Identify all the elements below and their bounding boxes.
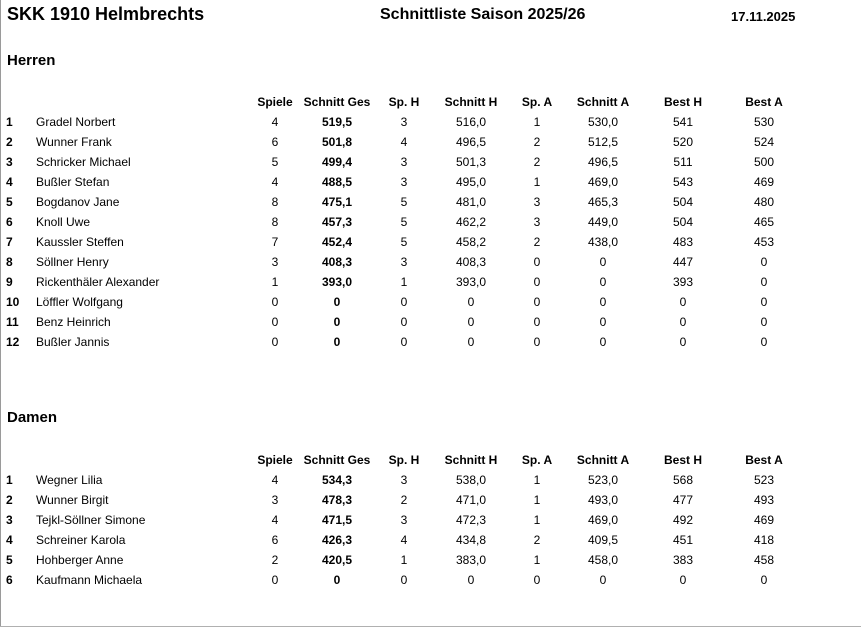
best-h-cell: 492 xyxy=(672,513,694,527)
col-header-schnitt-a: Schnitt A xyxy=(576,95,630,109)
schnitt-h-cell: 471,0 xyxy=(455,493,487,507)
player-name-cell: Rickenthäler Alexander xyxy=(36,275,160,289)
col-header-sp-h: Sp. H xyxy=(388,95,420,109)
sp-a-cell: 3 xyxy=(533,215,541,229)
table-row xyxy=(0,252,861,272)
schnitt-a-cell: 438,0 xyxy=(587,235,619,249)
player-name-cell: Bogdanov Jane xyxy=(36,195,120,209)
sp-h-cell: 5 xyxy=(400,215,408,229)
schnitt-ges-cell: 0 xyxy=(333,573,341,587)
section-title-herren: Herren xyxy=(7,52,56,69)
rank-cell: 4 xyxy=(6,533,13,547)
sp-h-cell: 5 xyxy=(400,195,408,209)
sp-a-cell: 2 xyxy=(533,155,541,169)
schnitt-a-cell: 0 xyxy=(599,573,607,587)
sp-a-cell: 0 xyxy=(533,335,541,349)
spiele-cell: 0 xyxy=(271,573,279,587)
schnitt-ges-cell: 0 xyxy=(333,315,341,329)
spiele-cell: 0 xyxy=(271,315,279,329)
sp-h-cell: 0 xyxy=(400,315,408,329)
best-h-cell: 504 xyxy=(672,215,694,229)
schnitt-h-cell: 408,3 xyxy=(455,255,487,269)
schnitt-ges-cell: 0 xyxy=(333,295,341,309)
player-name-cell: Wunner Frank xyxy=(36,135,112,149)
best-a-cell: 530 xyxy=(753,115,775,129)
schnitt-h-cell: 0 xyxy=(467,335,475,349)
schnitt-a-cell: 458,0 xyxy=(587,553,619,567)
schnitt-ges-cell: 488,5 xyxy=(321,175,353,189)
schnitt-ges-cell: 457,3 xyxy=(321,215,353,229)
best-h-cell: 483 xyxy=(672,235,694,249)
table-row xyxy=(0,292,861,312)
sp-h-cell: 1 xyxy=(400,275,408,289)
sp-h-cell: 0 xyxy=(400,573,408,587)
best-a-cell: 523 xyxy=(753,473,775,487)
schnitt-ges-cell: 426,3 xyxy=(321,533,353,547)
schnitt-ges-cell: 534,3 xyxy=(321,473,353,487)
sp-h-cell: 0 xyxy=(400,335,408,349)
table-row xyxy=(0,510,861,530)
schnitt-a-cell: 0 xyxy=(599,335,607,349)
table-row xyxy=(0,172,861,192)
spiele-cell: 7 xyxy=(271,235,279,249)
section-title-damen: Damen xyxy=(7,409,58,426)
sp-a-cell: 0 xyxy=(533,315,541,329)
schnitt-ges-cell: 475,1 xyxy=(321,195,353,209)
rank-cell: 6 xyxy=(6,215,13,229)
table-row xyxy=(0,570,861,590)
player-name-cell: Hohberger Anne xyxy=(36,553,124,567)
schnitt-h-cell: 496,5 xyxy=(455,135,487,149)
schnitt-ges-cell: 408,3 xyxy=(321,255,353,269)
rank-cell: 12 xyxy=(6,335,20,349)
sp-a-cell: 1 xyxy=(533,513,541,527)
schnitt-ges-cell: 393,0 xyxy=(321,275,353,289)
col-header-best-h: Best H xyxy=(663,95,703,109)
best-a-cell: 469 xyxy=(753,175,775,189)
rank-cell: 1 xyxy=(6,115,13,129)
best-h-cell: 393 xyxy=(672,275,694,289)
sp-a-cell: 1 xyxy=(533,175,541,189)
sp-h-cell: 3 xyxy=(400,155,408,169)
table-row xyxy=(0,332,861,352)
col-header-sp-a: Sp. A xyxy=(521,453,553,467)
rank-cell: 5 xyxy=(6,195,13,209)
col-header-schnitt-h: Schnitt H xyxy=(444,95,498,109)
schnitt-a-cell: 469,0 xyxy=(587,513,619,527)
schnitt-ges-cell: 519,5 xyxy=(321,115,353,129)
best-a-cell: 524 xyxy=(753,135,775,149)
schnitt-ges-cell: 501,8 xyxy=(321,135,353,149)
best-a-cell: 469 xyxy=(753,513,775,527)
schnitt-a-cell: 469,0 xyxy=(587,175,619,189)
spiele-cell: 4 xyxy=(271,115,279,129)
sp-a-cell: 2 xyxy=(533,135,541,149)
spiele-cell: 8 xyxy=(271,195,279,209)
rank-cell: 7 xyxy=(6,235,13,249)
sp-a-cell: 2 xyxy=(533,533,541,547)
schnitt-a-cell: 0 xyxy=(599,315,607,329)
sp-a-cell: 1 xyxy=(533,473,541,487)
table-row xyxy=(0,470,861,490)
table-row xyxy=(0,530,861,550)
player-name-cell: Bußler Stefan xyxy=(36,175,110,189)
sp-h-cell: 2 xyxy=(400,493,408,507)
schnitt-ges-cell: 478,3 xyxy=(321,493,353,507)
best-h-cell: 383 xyxy=(672,553,694,567)
sp-h-cell: 3 xyxy=(400,115,408,129)
col-header-schnitt-h: Schnitt H xyxy=(444,453,498,467)
best-h-cell: 477 xyxy=(672,493,694,507)
player-name-cell: Söllner Henry xyxy=(36,255,109,269)
player-name-cell: Löffler Wolfgang xyxy=(36,295,123,309)
col-header-schnitt-a: Schnitt A xyxy=(576,453,630,467)
player-name-cell: Benz Heinrich xyxy=(36,315,111,329)
spiele-cell: 0 xyxy=(271,335,279,349)
player-name-cell: Knoll Uwe xyxy=(36,215,91,229)
schnitt-a-cell: 449,0 xyxy=(587,215,619,229)
col-header-schnitt-ges: Schnitt Ges xyxy=(303,95,371,109)
best-a-cell: 0 xyxy=(760,315,768,329)
col-header-schnitt-ges: Schnitt Ges xyxy=(303,453,371,467)
sp-h-cell: 0 xyxy=(400,295,408,309)
best-h-cell: 0 xyxy=(679,573,687,587)
player-name-cell: Kaussler Steffen xyxy=(36,235,124,249)
sp-a-cell: 0 xyxy=(533,295,541,309)
best-a-cell: 0 xyxy=(760,295,768,309)
col-header-best-a: Best A xyxy=(745,453,783,467)
schnitt-h-cell: 516,0 xyxy=(455,115,487,129)
sp-h-cell: 4 xyxy=(400,135,408,149)
schnitt-h-cell: 383,0 xyxy=(455,553,487,567)
player-name-cell: Wegner Lilia xyxy=(36,473,103,487)
schnitt-a-cell: 0 xyxy=(599,275,607,289)
player-name-cell: Tejkl-Söllner Simone xyxy=(36,513,146,527)
table-row xyxy=(0,312,861,332)
best-h-cell: 511 xyxy=(673,155,693,169)
spiele-cell: 3 xyxy=(271,255,279,269)
schnitt-ges-cell: 0 xyxy=(333,335,341,349)
table-row xyxy=(0,212,861,232)
sp-a-cell: 3 xyxy=(533,195,541,209)
schnitt-a-cell: 512,5 xyxy=(587,135,619,149)
sp-h-cell: 3 xyxy=(400,175,408,189)
schnitt-h-cell: 0 xyxy=(467,295,475,309)
col-header-best-a: Best A xyxy=(745,95,783,109)
sp-h-cell: 3 xyxy=(400,473,408,487)
best-h-cell: 0 xyxy=(679,295,687,309)
best-a-cell: 0 xyxy=(760,335,768,349)
schnitt-h-cell: 472,3 xyxy=(455,513,487,527)
schnitt-a-cell: 530,0 xyxy=(587,115,619,129)
table-row xyxy=(0,112,861,132)
best-a-cell: 418 xyxy=(753,533,775,547)
spiele-cell: 4 xyxy=(271,513,279,527)
sp-a-cell: 0 xyxy=(533,573,541,587)
best-h-cell: 447 xyxy=(672,255,694,269)
sp-a-cell: 1 xyxy=(533,493,541,507)
rank-cell: 10 xyxy=(6,295,20,309)
schnitt-h-cell: 458,2 xyxy=(455,235,487,249)
table-row xyxy=(0,152,861,172)
best-h-cell: 541 xyxy=(672,115,694,129)
best-a-cell: 500 xyxy=(753,155,775,169)
sp-a-cell: 2 xyxy=(533,235,541,249)
spiele-cell: 4 xyxy=(271,473,279,487)
schnitt-h-cell: 495,0 xyxy=(455,175,487,189)
schnitt-h-cell: 538,0 xyxy=(455,473,487,487)
spiele-cell: 2 xyxy=(271,553,279,567)
schnitt-a-cell: 0 xyxy=(599,255,607,269)
schnitt-a-cell: 0 xyxy=(599,295,607,309)
col-header-sp-a: Sp. A xyxy=(521,95,553,109)
schnitt-a-cell: 496,5 xyxy=(587,155,619,169)
col-header-sp-h: Sp. H xyxy=(388,453,420,467)
best-h-cell: 0 xyxy=(679,335,687,349)
schnitt-h-cell: 434,8 xyxy=(455,533,487,547)
best-h-cell: 568 xyxy=(672,473,694,487)
schnitt-h-cell: 501,3 xyxy=(455,155,487,169)
best-h-cell: 543 xyxy=(672,175,694,189)
schnitt-h-cell: 393,0 xyxy=(455,275,487,289)
rank-cell: 4 xyxy=(6,175,13,189)
rank-cell: 1 xyxy=(6,473,13,487)
document-date: 17.11.2025 xyxy=(731,9,796,24)
spiele-cell: 6 xyxy=(271,135,279,149)
rank-cell: 2 xyxy=(6,135,13,149)
sp-h-cell: 5 xyxy=(400,235,408,249)
col-header-spiele: Spiele xyxy=(257,95,293,109)
table-row xyxy=(0,132,861,152)
table-row xyxy=(0,550,861,570)
rank-cell: 8 xyxy=(6,255,13,269)
table-row xyxy=(0,490,861,510)
best-a-cell: 0 xyxy=(760,255,768,269)
schnitt-ges-cell: 499,4 xyxy=(321,155,353,169)
player-name-cell: Bußler Jannis xyxy=(36,335,110,349)
sp-a-cell: 0 xyxy=(533,275,541,289)
table-header-herren xyxy=(0,92,861,112)
sp-a-cell: 0 xyxy=(533,255,541,269)
schnitt-ges-cell: 420,5 xyxy=(321,553,353,567)
sp-h-cell: 4 xyxy=(400,533,408,547)
rank-cell: 11 xyxy=(6,315,19,329)
rank-cell: 6 xyxy=(6,573,13,587)
schnitt-ges-cell: 452,4 xyxy=(321,235,353,249)
sp-a-cell: 1 xyxy=(533,553,541,567)
table-row xyxy=(0,192,861,212)
spiele-cell: 5 xyxy=(271,155,279,169)
schnitt-h-cell: 0 xyxy=(467,315,475,329)
schnitt-ges-cell: 471,5 xyxy=(321,513,353,527)
rank-cell: 5 xyxy=(6,553,13,567)
club-name: SKK 1910 Helmbrechts xyxy=(7,4,205,24)
best-a-cell: 465 xyxy=(753,215,775,229)
schnitt-a-cell: 493,0 xyxy=(587,493,619,507)
table-row xyxy=(0,232,861,252)
best-h-cell: 504 xyxy=(672,195,694,209)
document-title: Schnittliste Saison 2025/26 xyxy=(380,6,586,23)
best-h-cell: 520 xyxy=(672,135,694,149)
spiele-cell: 6 xyxy=(271,533,279,547)
best-h-cell: 0 xyxy=(679,315,687,329)
schnitt-a-cell: 465,3 xyxy=(587,195,619,209)
schnitt-a-cell: 523,0 xyxy=(587,473,619,487)
schnitt-h-cell: 462,2 xyxy=(455,215,487,229)
player-name-cell: Schricker Michael xyxy=(36,155,131,169)
table-row xyxy=(0,272,861,292)
sp-h-cell: 3 xyxy=(400,513,408,527)
player-name-cell: Schreiner Karola xyxy=(36,533,126,547)
best-a-cell: 458 xyxy=(753,553,775,567)
spiele-cell: 0 xyxy=(271,295,279,309)
spiele-cell: 8 xyxy=(271,215,279,229)
player-name-cell: Wunner Birgit xyxy=(36,493,109,507)
spiele-cell: 3 xyxy=(271,493,279,507)
sp-h-cell: 1 xyxy=(400,553,408,567)
best-a-cell: 493 xyxy=(753,493,775,507)
col-header-spiele: Spiele xyxy=(257,453,293,467)
rank-cell: 3 xyxy=(6,513,13,527)
rank-cell: 2 xyxy=(6,493,13,507)
spiele-cell: 1 xyxy=(271,275,279,289)
sp-a-cell: 1 xyxy=(533,115,541,129)
player-name-cell: Kaufmann Michaela xyxy=(36,573,143,587)
spiele-cell: 4 xyxy=(271,175,279,189)
sp-h-cell: 3 xyxy=(400,255,408,269)
rank-cell: 3 xyxy=(6,155,13,169)
col-header-best-h: Best H xyxy=(663,453,703,467)
best-h-cell: 451 xyxy=(672,533,694,547)
table-header-damen xyxy=(0,450,861,470)
best-a-cell: 0 xyxy=(760,275,768,289)
player-name-cell: Gradel Norbert xyxy=(36,115,116,129)
rank-cell: 9 xyxy=(6,275,13,289)
schnitt-h-cell: 481,0 xyxy=(455,195,487,209)
best-a-cell: 0 xyxy=(760,573,768,587)
schnitt-a-cell: 409,5 xyxy=(587,533,619,547)
best-a-cell: 453 xyxy=(753,235,775,249)
best-a-cell: 480 xyxy=(753,195,775,209)
schnitt-h-cell: 0 xyxy=(467,573,475,587)
